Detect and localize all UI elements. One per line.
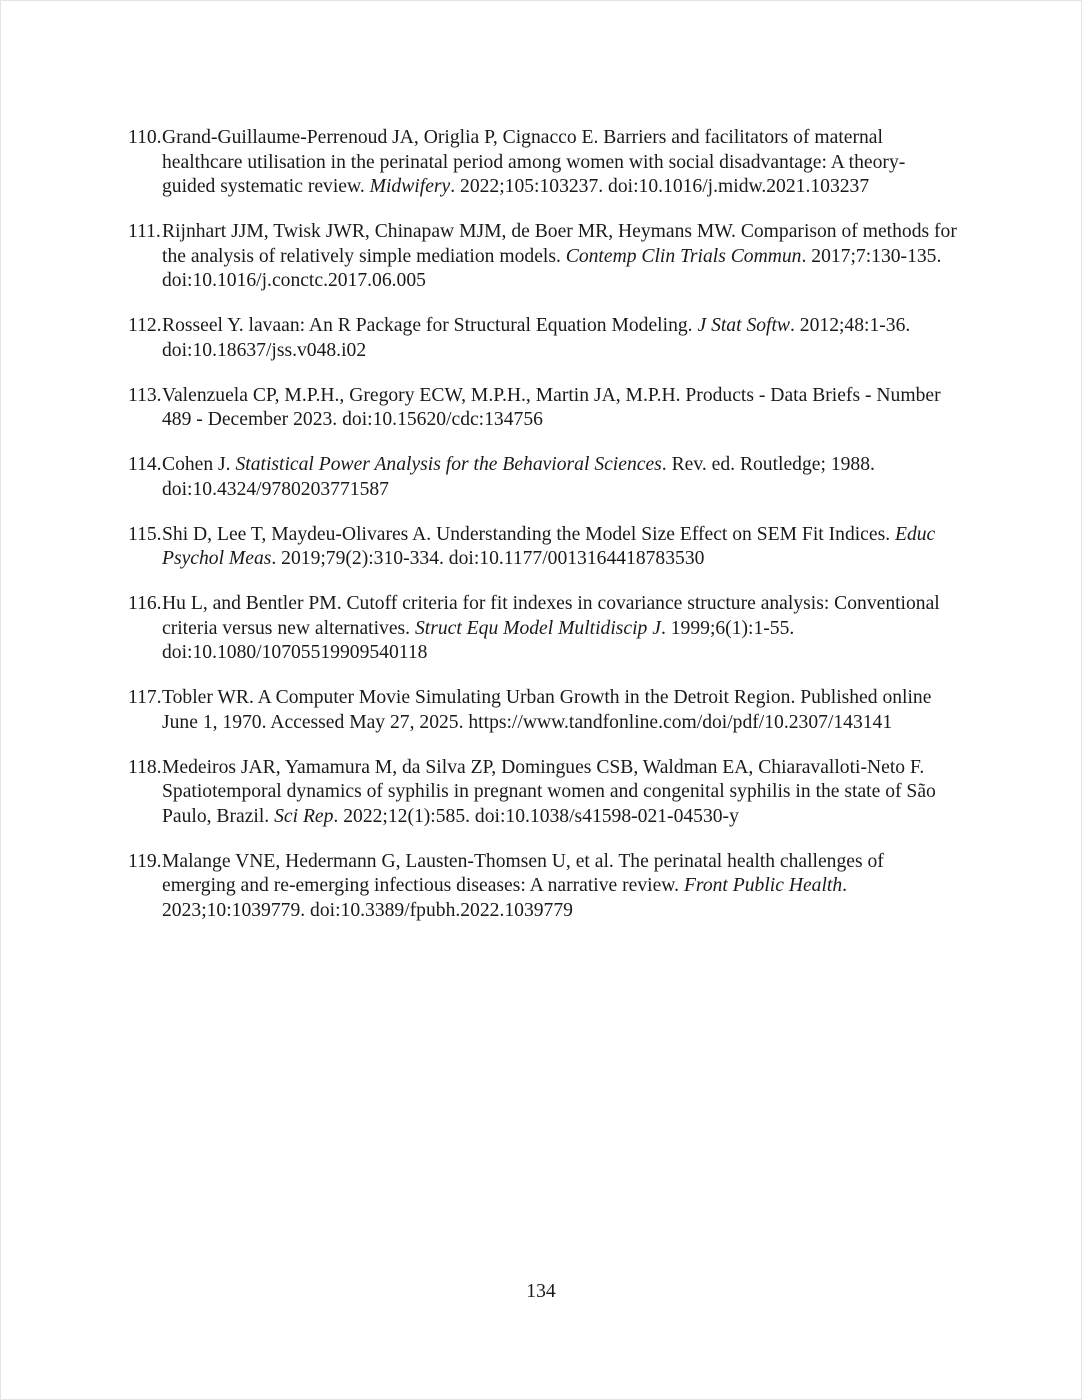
reference-number: 118. bbox=[128, 756, 162, 778]
reference-text bbox=[162, 385, 941, 431]
reference-segment: Malange VNE, Hedermann G, Lausten-Thomsen U, et al. The perinatal health challenges of emerging and re-emerging infectious diseases: A narrative review. bbox=[162, 850, 884, 896]
reference-segment: . 2012;48:1-36. doi:10.18637/jss.v048.i02 bbox=[162, 315, 911, 361]
reference-segment: Shi D, Lee T, Maydeu-Olivares A. Understanding the Model Size Effect on SEM Fit Indices. bbox=[162, 523, 895, 545]
reference-item bbox=[128, 850, 958, 924]
reference-item bbox=[128, 314, 958, 363]
reference-item bbox=[128, 592, 958, 666]
reference-segment: Rijnhart JJM, Twisk JWR, Chinapaw MJM, de Boer MR, Heymans MW. Comparison of methods for the analysis of relatively simple mediation models. bbox=[162, 221, 957, 267]
reference-journal: Sci Rep bbox=[274, 805, 334, 827]
reference-segment: Valenzuela CP, M.P.H., Gregory ECW, M.P.H., Martin JA, M.P.H. Products - Data Briefs - Number 489 - December 2023. doi:10.15620/cdc:134756 bbox=[162, 384, 941, 430]
reference-segment: Medeiros JAR, Yamamura M, da Silva ZP, Domingues CSB, Waldman EA, Chiaravalloti-Neto F. Spatiotemporal dynamics of syphilis in pregnant women and congenital syphilis in the state of São Paulo, Brazil. bbox=[162, 756, 936, 827]
reference-segment: Tobler WR. A Computer Movie Simulating Urban Growth in the Detroit Region. Published online June 1, 1970. Accessed May 27, 2025. https://www.tandfonline.com/doi/pdf/10.2307/143141 bbox=[162, 687, 932, 733]
reference-segment: . 2017;7:130-135. doi:10.1016/j.conctc.2017.06.005 bbox=[162, 245, 942, 291]
reference-list bbox=[128, 126, 958, 944]
reference-number: 117. bbox=[128, 687, 162, 708]
reference-text bbox=[162, 454, 875, 500]
reference-item bbox=[128, 453, 958, 502]
reference-item bbox=[128, 756, 958, 830]
reference-segment: . 2022;12(1):585. doi:10.1038/s41598-021-04530-y bbox=[333, 805, 739, 827]
reference-item bbox=[128, 220, 958, 294]
reference-text bbox=[162, 687, 931, 733]
reference-segment: . 2019;79(2):310-334. doi:10.1177/0013164418783530 bbox=[271, 548, 705, 569]
reference-journal: Front Public Health bbox=[683, 875, 843, 896]
reference-journal: Struct Equ Model Multidiscip J bbox=[414, 617, 661, 639]
reference-segment: . Rev. ed. Routledge; 1988. doi:10.4324/9780203771587 bbox=[162, 454, 875, 500]
reference-journal: Statistical Power Analysis for the Behavioral Sciences bbox=[235, 454, 662, 475]
reference-text bbox=[162, 524, 935, 570]
reference-text bbox=[162, 851, 884, 921]
reference-item bbox=[128, 523, 958, 572]
reference-segment: Hu L, and Bentler PM. Cutoff criteria for fit indexes in covariance structure analysis: Conventional criteria versus new alternatives. bbox=[162, 593, 940, 639]
reference-segment: Rosseel Y. lavaan: An R Package for Structural Equation Modeling. bbox=[162, 315, 698, 336]
reference-text bbox=[162, 221, 957, 291]
reference-text bbox=[162, 127, 905, 197]
reference-segment: Cohen J. bbox=[162, 454, 236, 475]
reference-number: 116. bbox=[128, 593, 162, 614]
reference-number: 111. bbox=[128, 221, 161, 242]
page-number: 134 bbox=[526, 1281, 556, 1302]
reference-number: 114. bbox=[128, 454, 162, 475]
reference-item bbox=[128, 384, 958, 433]
reference-text bbox=[162, 315, 910, 361]
reference-number: 113. bbox=[128, 384, 162, 406]
reference-number: 112. bbox=[128, 315, 162, 336]
reference-text bbox=[162, 757, 936, 827]
reference-item bbox=[128, 126, 958, 200]
reference-number: 115. bbox=[128, 523, 162, 545]
reference-item bbox=[128, 686, 958, 735]
reference-number: 119. bbox=[128, 850, 162, 872]
reference-segment: Grand-Guillaume-Perrenoud JA, Origlia P, Cignacco E. Barriers and facilitators of maternal healthcare utilisation in the perinatal period among women with social disadvantage: A theory-guided systematic review. bbox=[162, 127, 906, 197]
reference-segment: . 2023;10:1039779. doi:10.3389/fpubh.2022.1039779 bbox=[162, 875, 848, 921]
reference-journal: Midwifery bbox=[369, 176, 451, 197]
reference-journal: J Stat Softw bbox=[697, 315, 790, 336]
reference-segment: . 1999;6(1):1-55. doi:10.1080/10705519909540118 bbox=[162, 617, 795, 663]
reference-journal: Educ Psychol Meas bbox=[162, 523, 936, 569]
reference-segment: . 2022;105:103237. doi:10.1016/j.midw.2021.103237 bbox=[450, 176, 870, 197]
reference-number: 110. bbox=[128, 127, 162, 148]
reference-journal: Contemp Clin Trials Commun bbox=[565, 245, 802, 267]
reference-text bbox=[162, 593, 940, 663]
